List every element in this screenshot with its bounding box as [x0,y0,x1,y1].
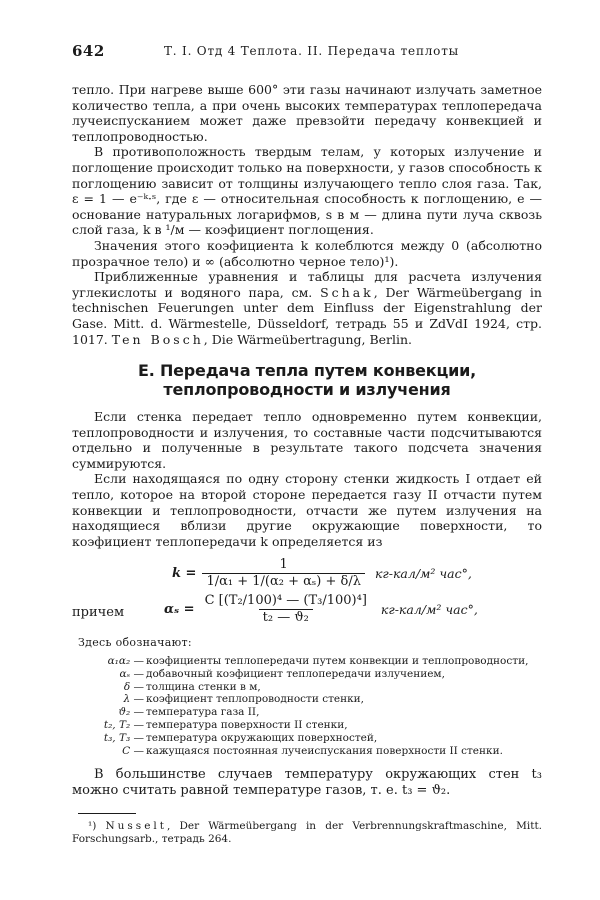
running-title: Т. I. Отд 4 Теплота. II. Передача теплоты [164,44,459,58]
formula-alpha-numerator: C [(T₂/100)⁴ — (T₃/100)⁴] [204,593,367,609]
legend-symbol: C — [122,744,144,757]
paragraph-absorption: В противоположность твердым телам, у которых излучение и поглощение происходит только на поверхности, у газов способность к поглощению зависит от толщины излучающего тепло слоя газа. Так, ε = 1 — e⁻ᵏ·ˢ, где ε — относительная способность к поглощению, e — основание натуральных логарифмов, s в м — длина пути луча сквозь слой газа, k в ¹/м — коэфициент поглощения. [72,144,542,238]
symbol-legend [82,655,542,757]
footnote-marker: ¹) [88,820,97,833]
footnote-text: , Der Wärmeübergang in der Verbrennungskraftmaschine, Mitt. Forschungsarb., тетрадь 264. [72,820,542,846]
legend-row [82,732,542,745]
legend-row [82,655,542,668]
formula-k-unit: кг-кал/м² час°, [374,566,472,582]
ref-author-schak: Schak [320,284,374,300]
page-number: 642 [72,42,105,60]
formula-block [72,557,542,629]
footnote-rule [78,813,136,814]
formula-connector: причем [72,605,125,621]
paragraph-closing: В большинстве случаев температуру окружающих стен t₃ можно считать равной температуре газов, т. е. t₃ = ϑ₂. [72,767,542,799]
footnote-author: Nusselt [105,820,167,833]
legend-text: толщина стенки в м, [146,680,261,693]
legend-row [82,719,542,732]
legend-symbol: λ — [123,693,144,706]
formula-k [172,557,472,590]
footnote [72,820,542,846]
legend-text: добавочный коэфициент теплопередачи излучением, [146,667,445,680]
formula-alpha-unit: кг-кал/м² час°, [380,602,478,618]
legend-text: кажущаяся постоянная лучеиспускания поверхности II стенки. [146,744,503,757]
ref-author-tenbosch: Ten Bosch [111,331,204,347]
legend-symbol: t₂, T₂ — [103,719,144,732]
legend-row [82,681,542,694]
paragraph-coefficient-range: Значения этого коэфициента k колеблются между 0 (абсолютно прозрачное тело) и ∞ (абсолютно черное тело)¹). [72,237,542,269]
page-header [72,42,542,62]
legend-row [82,706,542,719]
ref-text-a: Приближенные уравнения и таблицы для расчета излучения углекислоты и водяного пара, см. [72,269,542,300]
legend-symbol: ϑ₂ — [118,706,144,719]
legend-text: коэфициент теплопроводности стенки, [146,693,364,706]
legend-intro: Здесь обозначают: [78,636,192,650]
formula-k-fraction [202,557,365,590]
formula-k-lhs: k = [172,566,197,582]
legend-text: температура окружающих поверхностей, [146,731,378,744]
ref-text-b: , Der Wärmeübergang in technischen Feuerungen unter dem Einfluss der Eigenstrahlung der Gase. Mitt. d. Wärmestelle, Düsseldorf, тетрадь 55 и ZdVdI 1924, стр. 1017. [72,284,542,347]
paragraph-liquid-gas: Если находящаяся по одну сторону стенки жидкость I отдает ей тепло, которое на второй стороне передается газу II отчасти путем конвекции и теплопроводности, отчасти же путем излучения на находящиеся вблизи другие окружающие поверхности, то коэфициент теплопередачи k определяется из [72,471,542,549]
legend-row [82,745,542,758]
legend-text: температура газа II, [146,706,260,719]
paragraph-combined: Если стенка передает тепло одновременно путем конвекции, теплопроводности и излучения, то составные части подсчитываются отдельно и полученные в результате такого подсчета значения суммируются. [72,409,542,471]
legend-symbol: δ — [123,680,144,693]
paragraph-references [72,269,542,347]
legend-text: температура поверхности II стенки, [146,719,348,732]
formula-k-numerator: 1 [279,557,288,573]
legend-symbol: α₁α₂ — [107,655,144,668]
legend-row [82,668,542,681]
page-body [72,82,542,846]
section-heading: Е. Передача тепла путем конвекции, теплопроводности и излучения [137,361,477,400]
legend-row [82,693,542,706]
legend-symbol: t₃, T₃ — [103,731,144,744]
paragraph-continuation: тепло. При нагреве выше 600° эти газы начинают излучать заметное количество тепла, а при очень высоких температурах теплопередача лучеиспусканием может даже превзойти передачу конвекцией и теплопроводностью. [72,82,542,144]
legend-text: коэфициенты теплопередачи путем конвекции и теплопроводности, [146,655,529,668]
formula-alpha-fraction [201,593,371,626]
formula-alpha-s [164,593,478,626]
ref-text-c: , Die Wärmeübertragung, Berlin. [203,331,413,347]
formula-alpha-lhs: αₛ = [164,602,195,618]
legend-symbol: αₛ — [119,667,144,680]
formula-alpha-denominator: t₂ — ϑ₂ [259,609,313,626]
formula-k-denominator: 1/α₁ + 1/(α₂ + αₛ) + δ/λ [202,573,365,590]
